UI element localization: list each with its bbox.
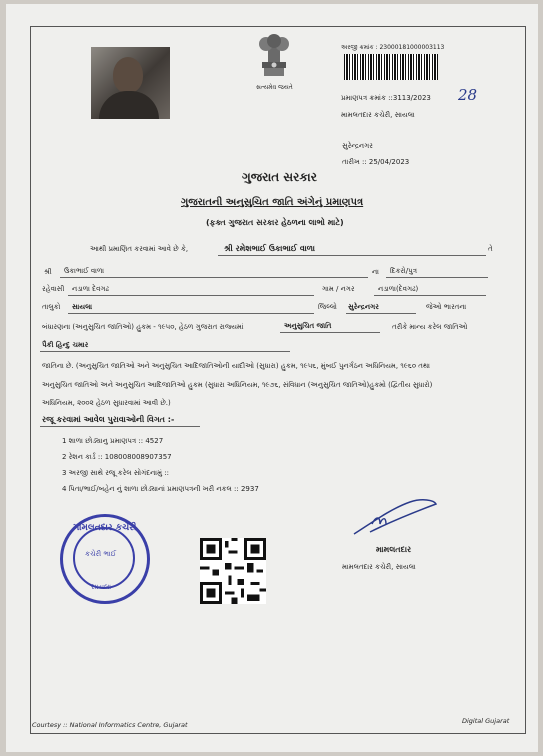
law-text-line1: જાતિના છે. (અનુસુચિત જાતિઓ અને અનુસુચિત આદિજાતિઓની યાદીઓ (સુધારા) હુકમ, ૧૯૫૬, મુંબઈ પુનર્ગઠન અધિનિયમ, ૧૯૬૦ તથા: [42, 362, 430, 370]
certificate-page: [6, 4, 538, 752]
village: નડાળા(દેવગઢ): [378, 285, 419, 293]
certificate-note: (ફક્ત ગુજરાત સરકાર હેઠળના લાભો માટે): [206, 218, 344, 227]
line4-prefix: તાલુકો: [42, 303, 61, 311]
line3-mid: ગામ / નગર: [322, 285, 355, 293]
emblem-caption: સત્યમેવ જયતે: [256, 84, 293, 91]
page-border: [30, 26, 526, 734]
line2-mid: ના: [372, 268, 379, 276]
office-seal: [60, 514, 150, 604]
signature: [350, 494, 440, 539]
issuing-office: મામલતદાર કચેરી, સાયલા: [341, 111, 415, 119]
evidence-item: 2 રેશન કાર્ડ :: 108008008907357: [62, 453, 172, 461]
line5-suffix: તરીકે માન્ય કરેલ જાતિઓ: [392, 323, 468, 331]
footer-brand: Digital Gujarat: [462, 717, 510, 725]
issuing-district: સુરેન્દ્રનગર: [342, 142, 373, 150]
line4-mid: જિલ્લો: [318, 303, 337, 311]
line1-prefix: આથી પ્રમાણિત કરવામાં આવે છે કે,: [90, 245, 189, 253]
government-title: ગુજરાત સરકાર: [242, 170, 317, 184]
evidence-item: 3 અરજી સાથે રજૂ કરેલ સોગંદનામું ::: [62, 469, 169, 477]
evidence-title: રજૂ કરવામાં આવેલ પુરાવાઓની વિગત :-: [42, 415, 175, 424]
certificate-title: ગુજરાતની અનુસુચિત જાતિ અંગેનું પ્રમાણપત્ર: [181, 197, 364, 208]
seal-middle-text: કચેરી ભાઈ: [85, 550, 117, 558]
taluka: સાયલા: [72, 303, 93, 311]
relation: દિકરો/પુત્ર: [390, 267, 418, 275]
handwritten-number: 28: [458, 86, 478, 104]
certificate-number: પ્રમાણપત્ર ક્રમાંક ::3113/2023: [341, 94, 431, 102]
footer-courtesy: Courtesy :: National Informatics Centre, Gujarat: [32, 721, 188, 729]
line5-prefix: બંધારણના (અનુસુચિત જાતિઓ) હુકમ - ૧૯૫૦, હેઠળ ગુજરાત રાજ્યમાં: [42, 323, 244, 331]
seal-top-text: મામલતદાર કચેરી: [73, 523, 137, 533]
line3-prefix: રહેવાસી: [42, 285, 65, 293]
qr-code: [200, 538, 266, 604]
evidence-item: 4 પિતા/ભાઈ/બહેન નું શાળા છોડ્યાનાં પ્રમાણપત્રની ખરી નકલ :: 2937: [62, 485, 259, 493]
district: સુરેન્દ્રનગર: [348, 303, 379, 311]
seal-bottom-text: સાયલા: [91, 583, 112, 591]
law-text-line2: અનુસુચિત જાતિઓ અને અનુસુચિત આદિજાતિઓ હુકમ (સુધારા અધિનિયમ, ૧૯૭૬, સંવિધાન (અનુસુચિત જાતિઓ)હુકમો (દ્વિતીય સુધારો): [42, 381, 433, 389]
applicant-photo: [91, 47, 170, 119]
line1-suffix: તે: [488, 245, 493, 253]
evidence-item: 1 શાળા છોડ્યાનુ પ્રમાણપત્ર :: 4527: [62, 437, 164, 445]
line2-prefix: શ્રી: [44, 268, 52, 276]
signatory-office: મામલતદાર કચેરી, સાયલા: [342, 563, 416, 571]
line4-suffix: જેઓ ભારતના: [426, 303, 467, 311]
holder-name: શ્રી રમેશભાઈ ઉકાભાઈ વાળા: [224, 244, 315, 253]
barcode: [344, 54, 438, 80]
application-number: અરજી ક્રમાંક : 23000181000003113: [341, 44, 445, 51]
signatory-title: મામલતદાર: [376, 545, 412, 554]
address: નડાળા દેવગઢ: [72, 285, 110, 293]
issue-date: તારીખ :: 25/04/2023: [342, 158, 410, 166]
caste-category: અનુસુચિત જાતિ: [284, 322, 332, 330]
caste-name: પૈકી હિન્દુ ચમાર: [42, 341, 89, 349]
law-text-line3: અધિનિયમ, ૨૦૦૨ હેઠળ સુધારવામાં આવી છે.): [42, 399, 171, 407]
father-name: ઉકાભાઈ વાળા: [64, 267, 105, 275]
